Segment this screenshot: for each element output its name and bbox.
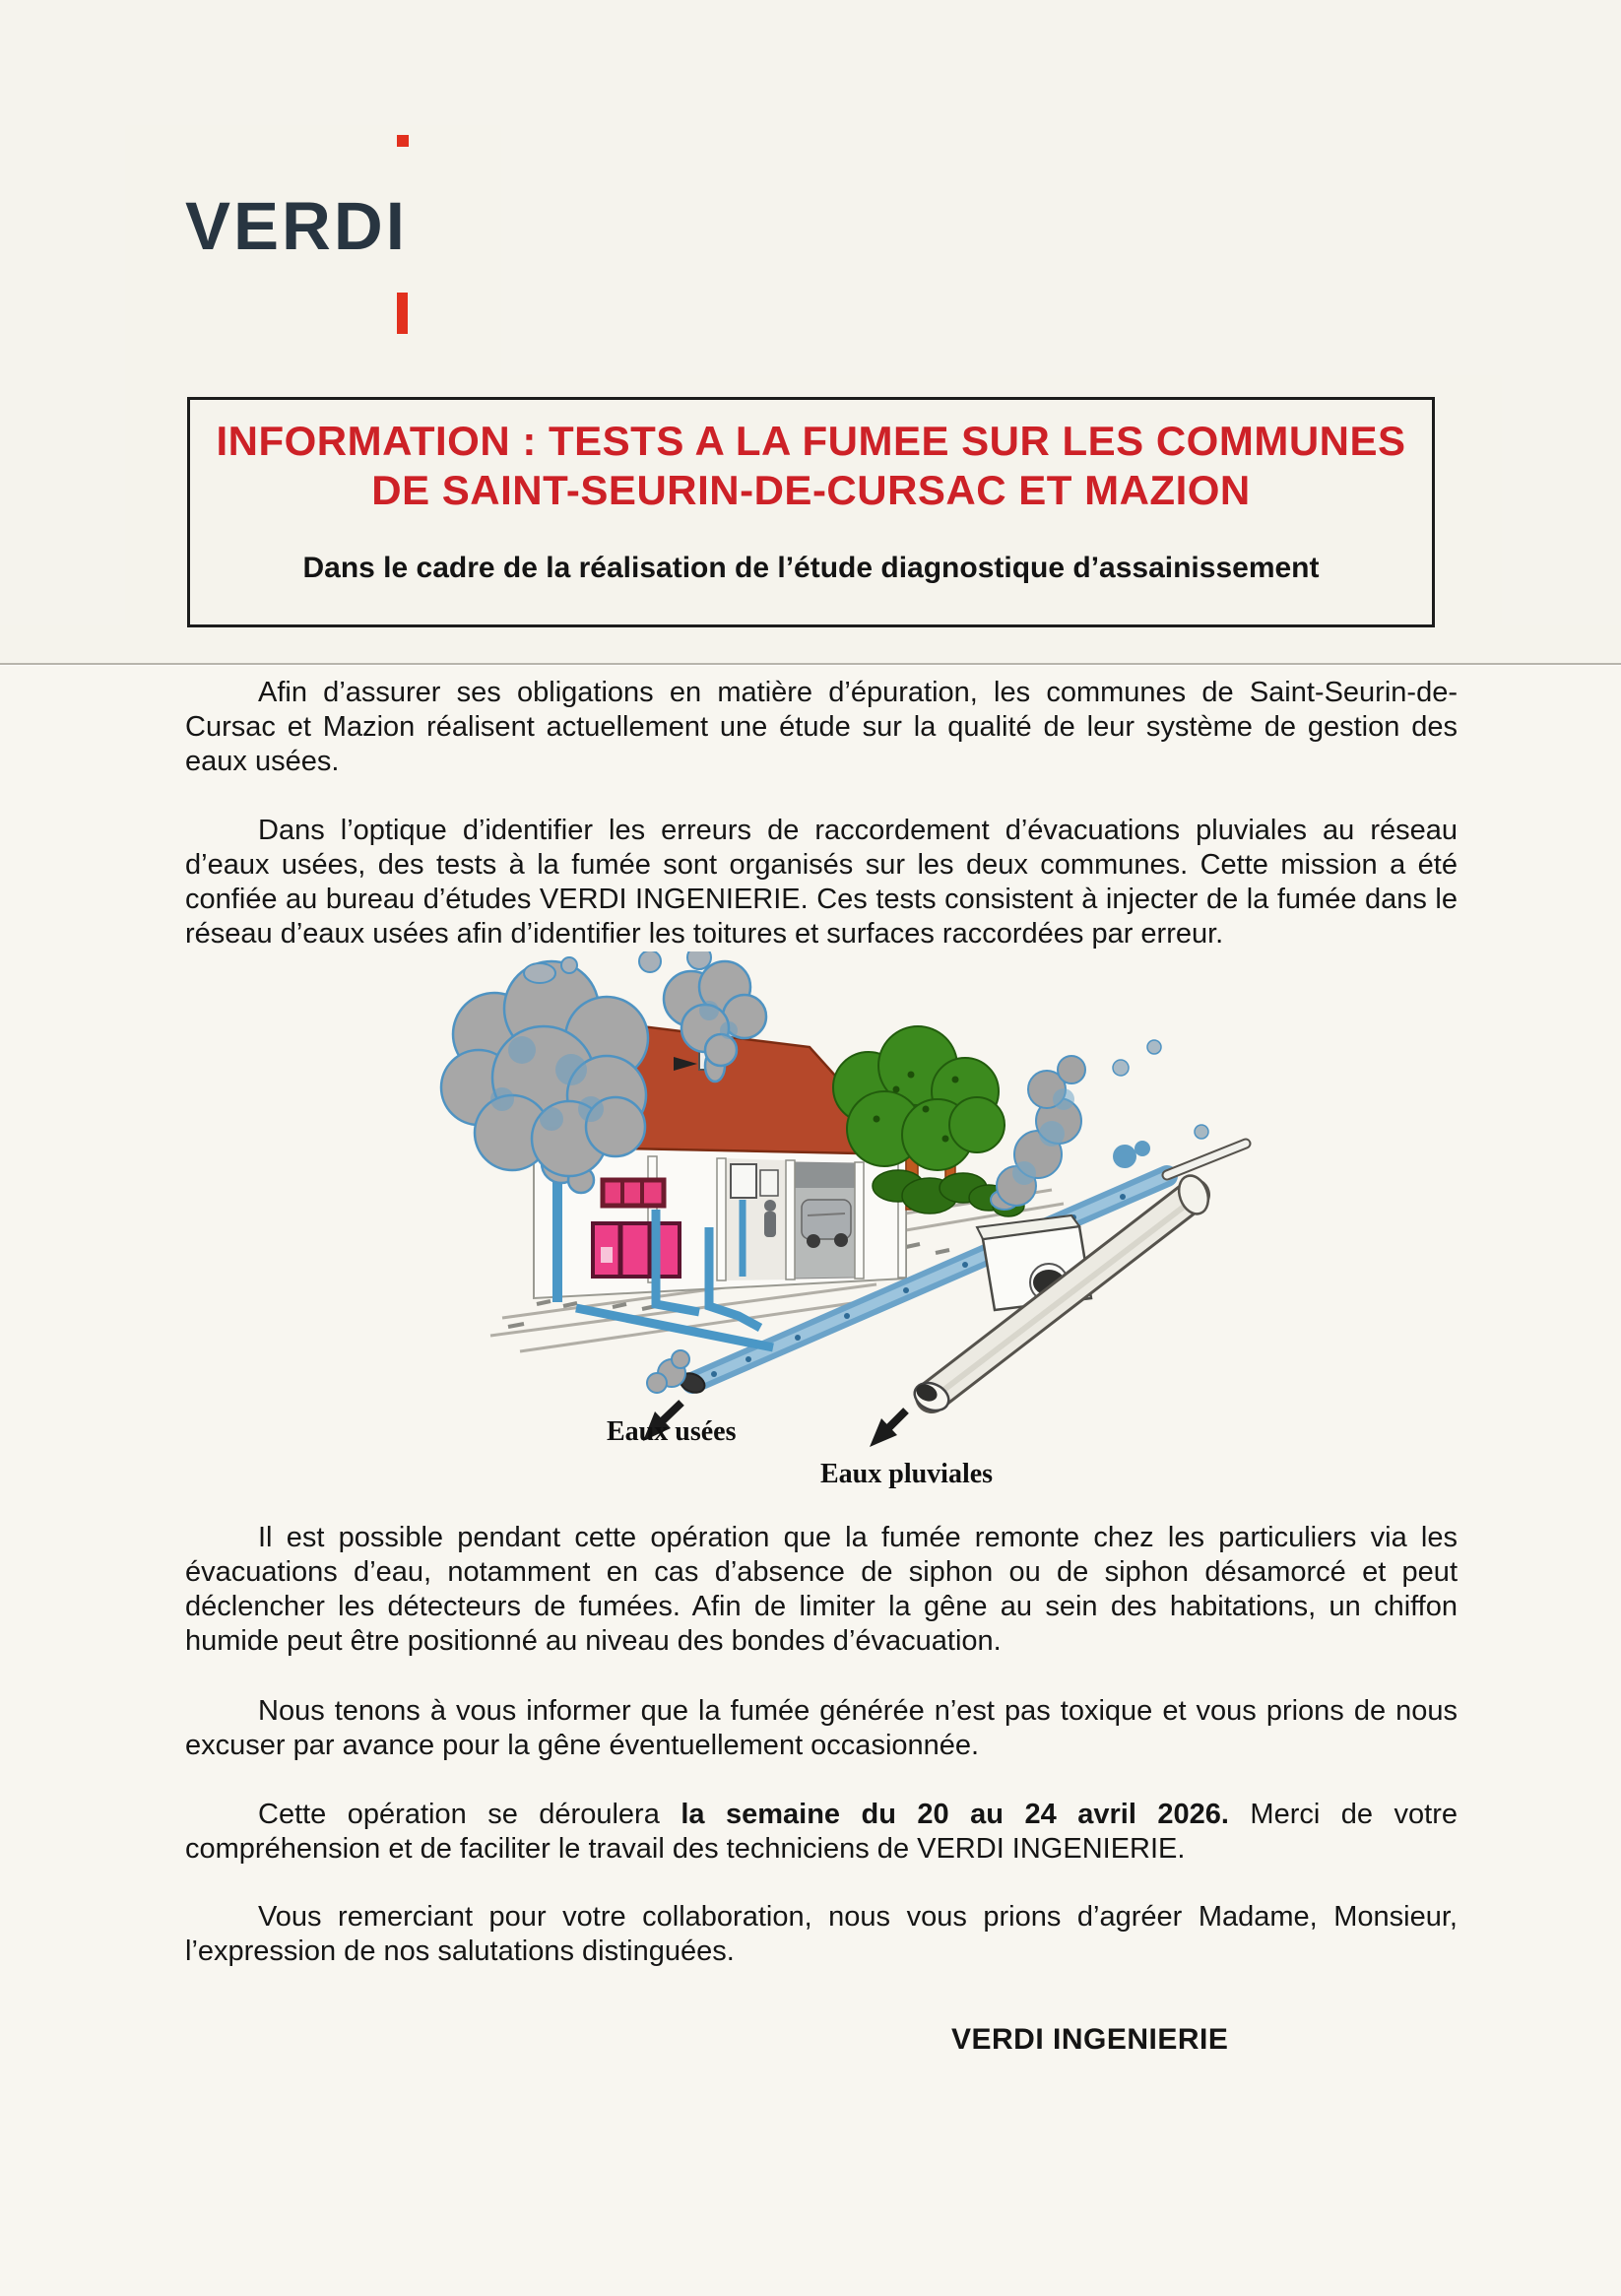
- logo-red-bar: [397, 293, 408, 334]
- paragraph-tests: Dans l’optique d’identifier les erreurs de raccordement d’évacuations pluviales au réseau d’eaux usées, des tests à la fumée sont organisés sur les deux communes. Cette mission a été confiée au bureau d’études VERDI INGENIERIE. Ces tests consistent à injecter de la fumée dans le réseau d’eaux usées afin d’identifier les toitures et surfaces raccordées par erreur.: [185, 815, 1458, 950]
- storm-water-label: Eaux pluviales: [820, 1459, 994, 1489]
- small-smoke-puff: [639, 951, 661, 972]
- storm-water-arrow: [870, 1410, 906, 1447]
- signature: VERDI INGENIERIE: [951, 2023, 1229, 2056]
- window-highlight: [601, 1247, 613, 1263]
- utility-box: [760, 1170, 778, 1196]
- small-smoke-puff: [687, 951, 711, 969]
- small-smoke-puff: [1113, 1060, 1129, 1076]
- schedule-text-post: Merci de votre compréhension et de faciliter le travail des techniciens de VERDI INGENIERIE.: [185, 1799, 1458, 1865]
- person-body: [764, 1212, 776, 1237]
- scan-artifact-line: [0, 663, 1621, 665]
- small-smoke-puff: [1147, 1040, 1161, 1054]
- pipe-joint-blob: [1113, 1145, 1136, 1168]
- notice-title-line2: DE SAINT-SEURIN-DE-CURSAC ET MAZION: [371, 467, 1251, 513]
- tree-foliage: [833, 1026, 1005, 1170]
- logo-wordmark: VERDI: [185, 188, 408, 264]
- car-wheel: [807, 1234, 820, 1248]
- notice-title-line1: INFORMATION : TESTS A LA FUMEE SUR LES COMMUNES: [216, 418, 1406, 464]
- schedule-text-pre: Cette opération se déroulera: [258, 1799, 681, 1830]
- small-smoke-puff: [1195, 1125, 1208, 1139]
- notice-title: [190, 417, 1432, 515]
- house-sewer-diagram: [414, 951, 1261, 1525]
- logo-red-square: [397, 135, 409, 147]
- small-smoke-puff: [524, 963, 555, 983]
- small-smoke-puff: [561, 957, 577, 973]
- verdi-logo: [185, 135, 441, 342]
- car-body: [802, 1200, 851, 1239]
- pink-window-small: [603, 1180, 664, 1206]
- notice-header-box: [187, 397, 1435, 627]
- paragraph-closing: Vous remerciant pour votre collaboration, nous vous prions d’agréer Madame, Monsieur, l’expression de nos salutations distinguées.: [185, 1901, 1458, 1967]
- schedule-dates-bold: la semaine du 20 au 24 avril 2026.: [681, 1799, 1229, 1830]
- garage-lintel: [794, 1162, 855, 1188]
- paragraph-schedule: [185, 1798, 1458, 1867]
- left-smoke-cloud: [441, 957, 648, 1193]
- paragraph-non-toxic: Nous tenons à vous informer que la fumée générée n’est pas toxique et vous prions de nous excuser par avance pour la gêne éventuellement occasionnée.: [185, 1695, 1458, 1761]
- storm-water-pipe: [910, 1171, 1213, 1415]
- car-wheel: [834, 1233, 848, 1247]
- person-head: [764, 1200, 776, 1212]
- waste-water-label: Eaux usées: [607, 1416, 737, 1447]
- notice-subtitle: Dans le cadre de la réalisation de l’étude diagnostique d’assainissement: [302, 552, 1320, 584]
- water-heater: [731, 1164, 756, 1198]
- paragraph-smoke-warning: Il est possible pendant cette opération que la fumée remonte chez les particuliers via les évacuations d’eau, notamment en cas d’absence de siphon ou de siphon désamorcé et peut déclencher les détecteurs de fumées. Afin de limiter la gêne au sein des habitations, un chiffon humide peut être positionné au niveau des bondes d’évacuation.: [185, 1522, 1458, 1657]
- smoke-test-illustration: [414, 951, 1261, 1525]
- paragraph-intro: Afin d’assurer ses obligations en matière d’épuration, les communes de Saint-Seurin-de-Cursac et Mazion réalisent actuellement une étude sur la qualité de leur système de gestion des eaux usées.: [185, 677, 1458, 777]
- far-thin-pipe-core: [1167, 1144, 1246, 1175]
- pipe-joint-blob: [1135, 1141, 1150, 1156]
